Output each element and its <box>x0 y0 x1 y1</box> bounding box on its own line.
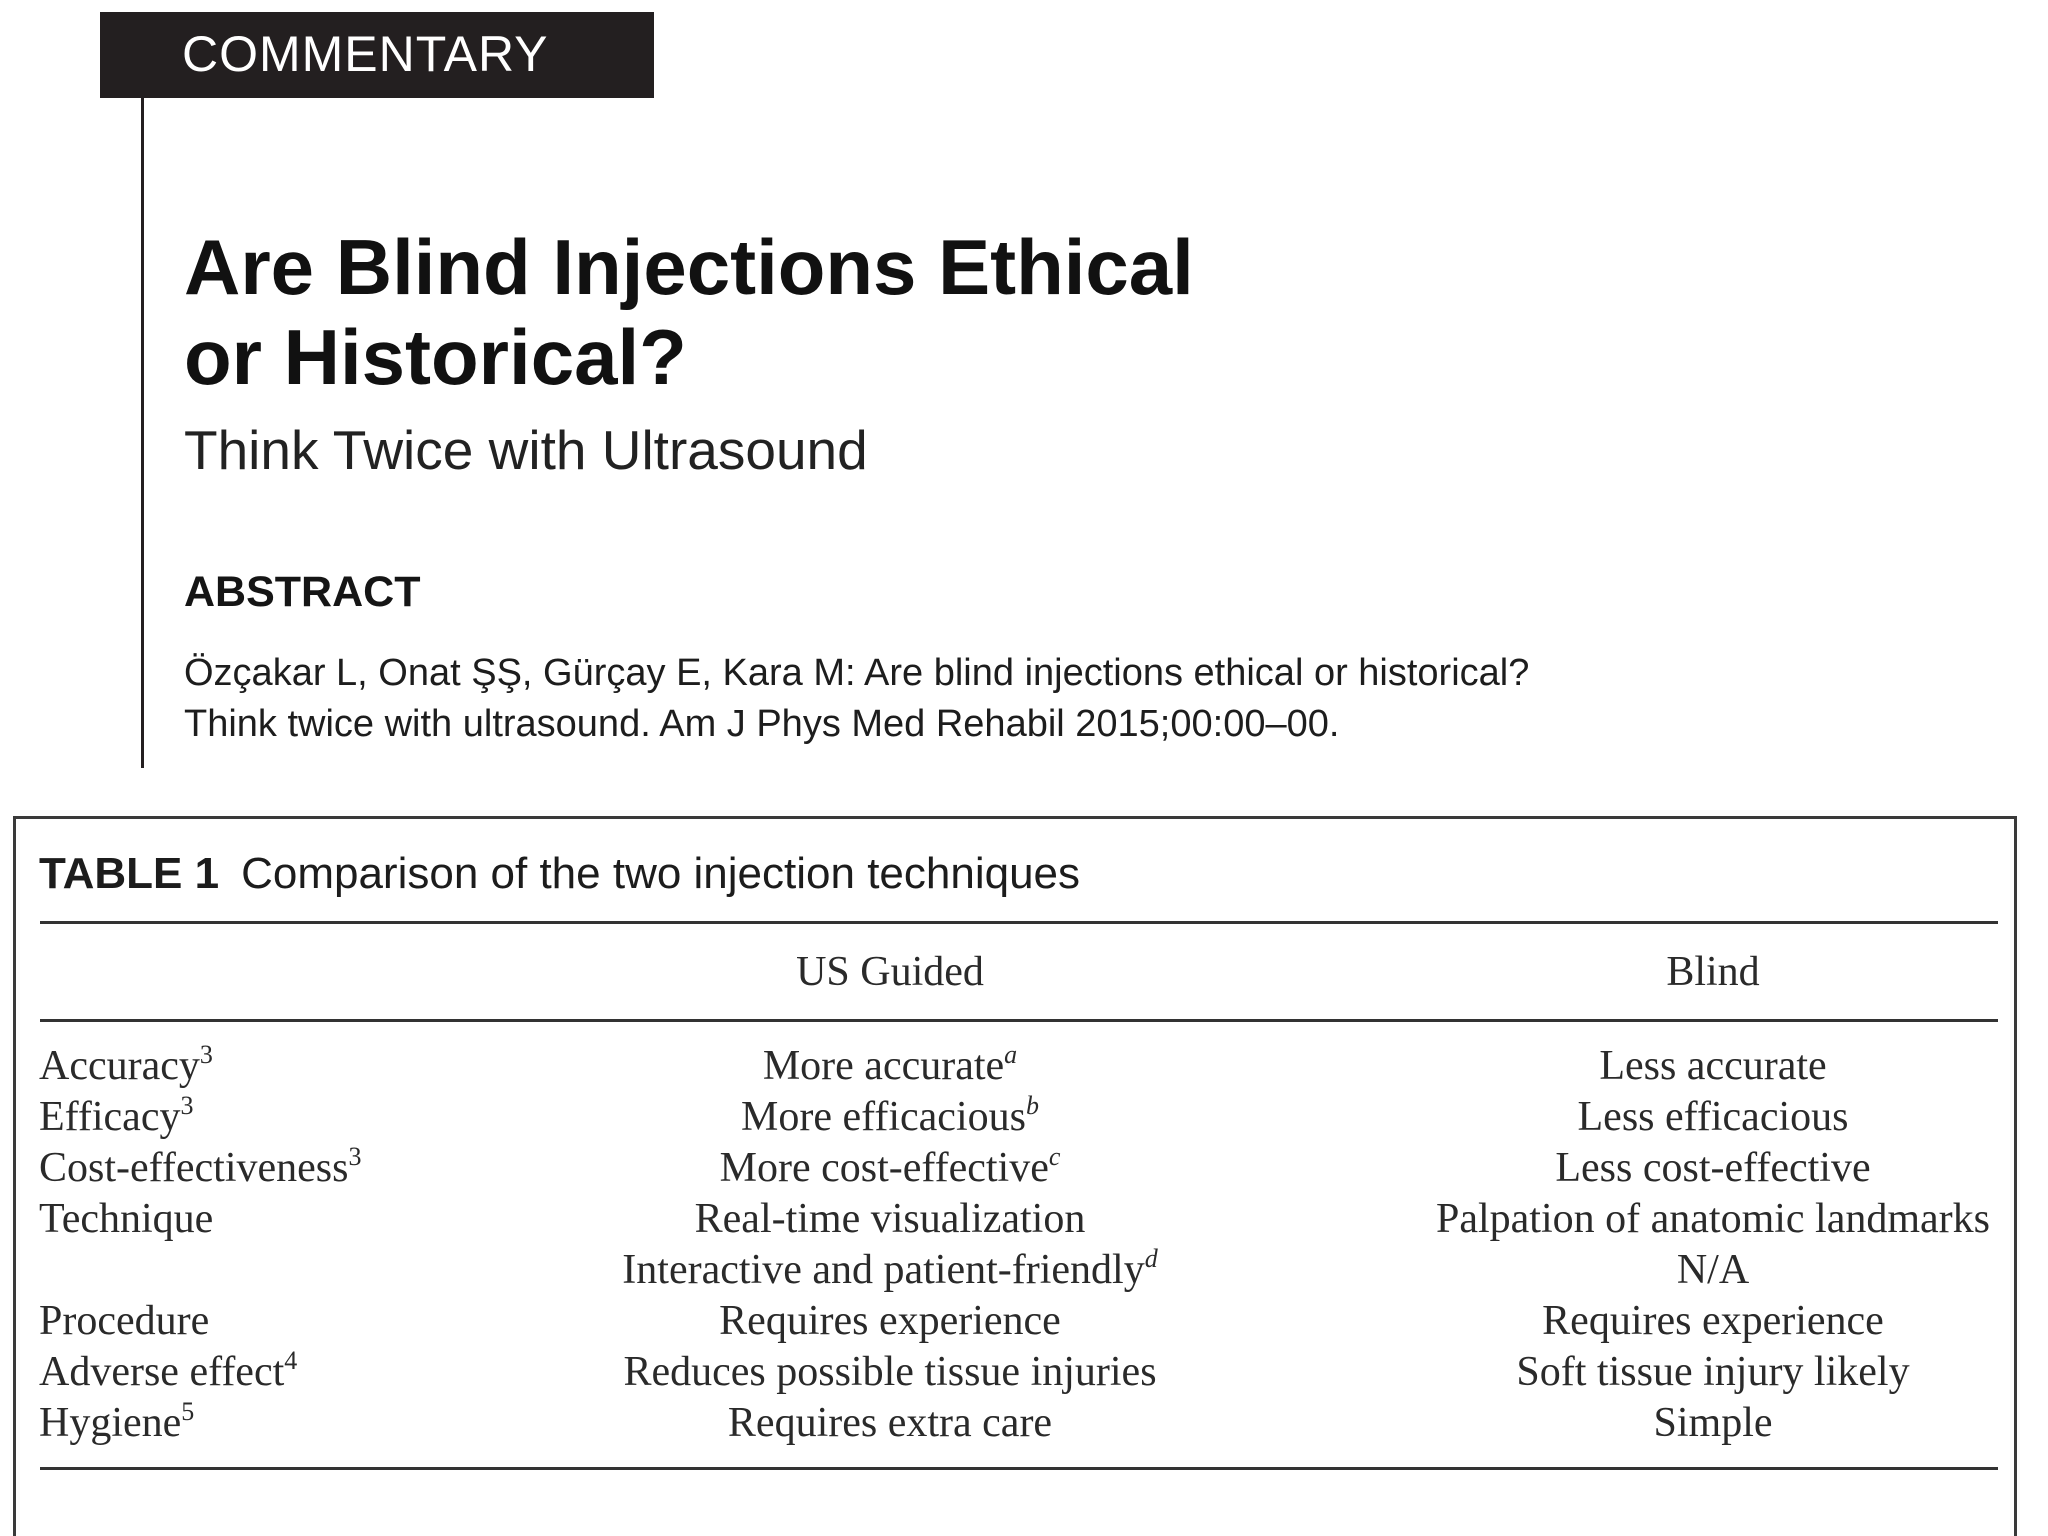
citation-line-2: Think twice with ultrasound. Am J Phys Med Rehabil 2015;00:00–00. <box>184 703 1340 745</box>
table-cell-us-guided-text: Requires extra care <box>727 1400 1053 1446</box>
abstract-citation <box>184 648 1529 750</box>
table-row-label <box>39 1143 361 1194</box>
column-header-blind: Blind <box>1666 949 1760 995</box>
table-number: TABLE 1 <box>39 849 220 898</box>
table-cell-blind-text: Requires experience <box>1542 1298 1884 1344</box>
table-row-label-text: Technique <box>39 1196 214 1242</box>
table-cell-us-guided-text: Real-time visualization <box>694 1196 1086 1242</box>
section-banner <box>100 12 654 98</box>
table-cell-blind-text: Soft tissue injury likely <box>1516 1349 1910 1395</box>
table-bottom-rule <box>40 1467 1998 1470</box>
table-cell-us-guided-text: Interactive and patient-friendly <box>622 1247 1145 1293</box>
table-cell-blind-text: Less accurate <box>1599 1043 1827 1089</box>
article-title <box>184 222 1194 402</box>
reference-marker: 3 <box>199 1040 213 1069</box>
title-line-1: Are Blind Injections Ethical <box>184 223 1194 311</box>
table-cell-blind <box>1578 1092 1849 1143</box>
footnote-marker: c <box>1048 1142 1061 1171</box>
table-row-label <box>39 1194 213 1245</box>
footnote-marker: a <box>1004 1040 1018 1069</box>
table-cell-us-guided <box>741 1092 1039 1143</box>
comparison-table <box>13 816 2017 1536</box>
table-row-label-text: Accuracy <box>39 1043 200 1089</box>
table-cell-us-guided <box>763 1041 1017 1092</box>
title-line-2: or Historical? <box>184 313 687 401</box>
table-cell-blind <box>1516 1347 1909 1398</box>
table-cell-us-guided-text: Requires experience <box>719 1298 1061 1344</box>
table-cell-us-guided <box>728 1398 1052 1449</box>
footnote-marker: d <box>1144 1244 1158 1273</box>
article-subtitle: Think Twice with Ultrasound <box>184 419 868 481</box>
table-cell-blind <box>1436 1194 1990 1245</box>
table-cell-us-guided <box>622 1245 1157 1296</box>
reference-marker: 3 <box>348 1142 362 1171</box>
reference-marker: 3 <box>180 1091 194 1120</box>
table-cell-blind <box>1677 1245 1749 1296</box>
table-cell-blind <box>1599 1041 1826 1092</box>
table-cell-blind <box>1653 1398 1772 1449</box>
table-cell-us-guided-text: More efficacious <box>741 1094 1026 1140</box>
table-row-label-text: Procedure <box>39 1298 210 1344</box>
table-row-label <box>39 1092 193 1143</box>
table-cell-blind-text: N/A <box>1676 1247 1750 1293</box>
table-cell-blind-text: Less efficacious <box>1577 1094 1849 1140</box>
table-cell-us-guided <box>623 1347 1156 1398</box>
table-cell-blind <box>1542 1296 1884 1347</box>
table-row-label <box>39 1296 209 1347</box>
table-header-rule <box>40 1019 1998 1022</box>
table-row-label <box>39 1347 297 1398</box>
column-header-us-guided: US Guided <box>796 949 984 995</box>
table-row-label-text: Adverse effect <box>39 1349 285 1395</box>
reference-marker: 5 <box>181 1397 195 1426</box>
table-cell-us-guided <box>695 1194 1086 1245</box>
table-cell-us-guided <box>720 1143 1061 1194</box>
table-row-label-text: Efficacy <box>39 1094 181 1140</box>
table-cell-blind-text: Palpation of anatomic landmarks <box>1435 1196 1991 1242</box>
banner-label: COMMENTARY <box>182 26 549 82</box>
abstract-heading: ABSTRACT <box>184 568 421 616</box>
table-caption <box>39 849 1080 899</box>
table-cell-us-guided-text: More cost-effective <box>719 1145 1049 1191</box>
table-cell-us-guided-text: Reduces possible tissue injuries <box>623 1349 1157 1395</box>
table-cell-us-guided <box>719 1296 1061 1347</box>
footnote-marker: b <box>1025 1091 1039 1120</box>
vertical-rule <box>141 98 144 768</box>
table-cell-blind-text: Simple <box>1653 1400 1773 1446</box>
table-row-label-text: Cost-effectiveness <box>39 1145 349 1191</box>
table-caption-text: Comparison of the two injection techniques <box>241 849 1081 898</box>
reference-marker: 4 <box>284 1346 298 1375</box>
table-cell-blind-text: Less cost-effective <box>1555 1145 1871 1191</box>
table-row-label <box>39 1398 194 1449</box>
table-top-rule <box>40 921 1998 924</box>
table-cell-us-guided-text: More accurate <box>762 1043 1005 1089</box>
table-row-label-text: Hygiene <box>39 1400 182 1446</box>
citation-line-1: Özçakar L, Onat ŞŞ, Gürçay E, Kara M: Are blind injections ethical or historical? <box>184 652 1530 694</box>
table-cell-blind <box>1555 1143 1870 1194</box>
table-row-label <box>39 1041 213 1092</box>
